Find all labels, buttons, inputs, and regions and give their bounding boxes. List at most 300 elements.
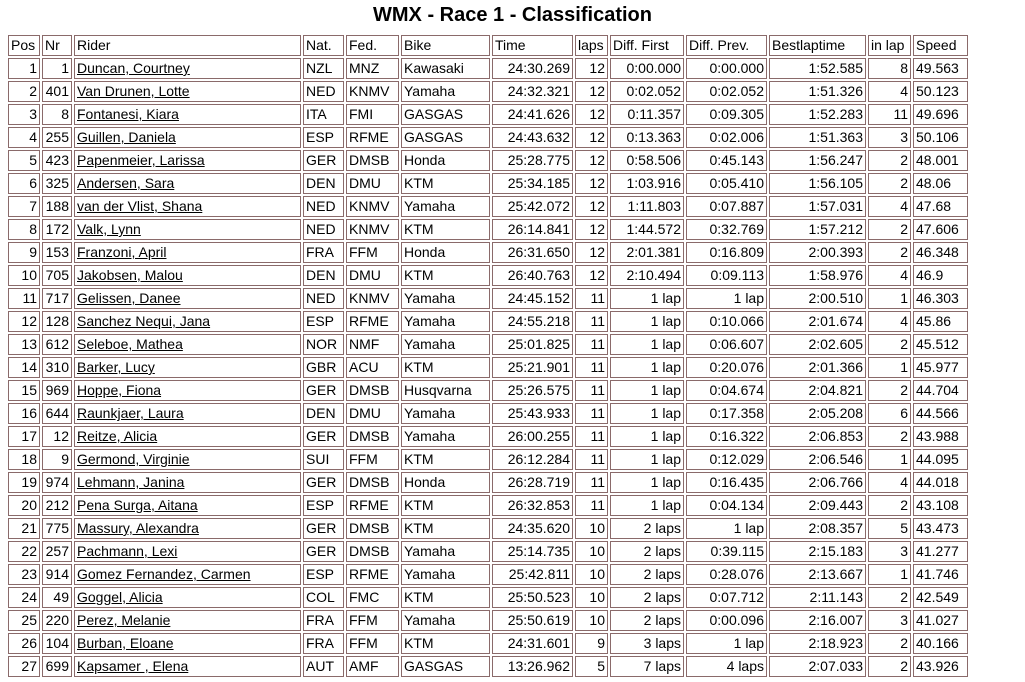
table-row bbox=[8, 265, 968, 286]
cell-time: 25:26.575 bbox=[492, 380, 573, 401]
rider-link[interactable]: Fontanesi, Kiara bbox=[77, 106, 179, 122]
cell-laps: 10 bbox=[575, 564, 608, 585]
col-header-rider: Rider bbox=[74, 35, 301, 56]
cell-laps: 10 bbox=[575, 518, 608, 539]
cell-rider bbox=[74, 357, 301, 378]
cell-nr: 325 bbox=[42, 173, 72, 194]
cell-nat: DEN bbox=[303, 265, 344, 286]
cell-diff-first: 1:11.803 bbox=[610, 196, 684, 217]
cell-nat: SUI bbox=[303, 449, 344, 470]
cell-diff-first: 2 laps bbox=[610, 610, 684, 631]
cell-speed: 50.123 bbox=[913, 81, 968, 102]
cell-pos: 15 bbox=[8, 380, 40, 401]
cell-nr: 423 bbox=[42, 150, 72, 171]
cell-nr: 612 bbox=[42, 334, 72, 355]
cell-speed: 46.303 bbox=[913, 288, 968, 309]
cell-time: 26:31.650 bbox=[492, 242, 573, 263]
table-row bbox=[8, 587, 968, 608]
cell-diff-first: 2 laps bbox=[610, 564, 684, 585]
cell-speed: 44.018 bbox=[913, 472, 968, 493]
cell-laps: 11 bbox=[575, 449, 608, 470]
cell-diff-prev: 0:16.809 bbox=[686, 242, 767, 263]
cell-bike: KTM bbox=[401, 518, 490, 539]
classification-table bbox=[6, 33, 970, 679]
cell-laps: 12 bbox=[575, 150, 608, 171]
cell-fed: RFME bbox=[346, 127, 399, 148]
table-row bbox=[8, 357, 968, 378]
cell-speed: 43.926 bbox=[913, 656, 968, 677]
rider-link[interactable]: Seleboe, Mathea bbox=[77, 336, 183, 352]
cell-nat: GER bbox=[303, 541, 344, 562]
cell-speed: 44.566 bbox=[913, 403, 968, 424]
cell-in-lap: 5 bbox=[868, 518, 911, 539]
rider-link[interactable]: Barker, Lucy bbox=[77, 359, 155, 375]
cell-diff-prev: 0:04.134 bbox=[686, 495, 767, 516]
cell-bike: KTM bbox=[401, 173, 490, 194]
cell-fed: FFM bbox=[346, 610, 399, 631]
cell-diff-first: 3 laps bbox=[610, 633, 684, 654]
cell-nr: 644 bbox=[42, 403, 72, 424]
cell-nr: 775 bbox=[42, 518, 72, 539]
rider-link[interactable]: Raunkjaer, Laura bbox=[77, 405, 184, 421]
cell-diff-first: 1:44.572 bbox=[610, 219, 684, 240]
cell-speed: 45.86 bbox=[913, 311, 968, 332]
cell-diff-prev: 0:16.322 bbox=[686, 426, 767, 447]
cell-bike: Husqvarna bbox=[401, 380, 490, 401]
cell-rider bbox=[74, 104, 301, 125]
cell-speed: 41.027 bbox=[913, 610, 968, 631]
cell-bike: Yamaha bbox=[401, 334, 490, 355]
cell-pos: 26 bbox=[8, 633, 40, 654]
cell-rider bbox=[74, 219, 301, 240]
cell-in-lap: 4 bbox=[868, 265, 911, 286]
rider-link[interactable]: Germond, Virginie bbox=[77, 451, 190, 467]
cell-diff-first: 7 laps bbox=[610, 656, 684, 677]
cell-fed: MNZ bbox=[346, 58, 399, 79]
cell-rider bbox=[74, 495, 301, 516]
table-row bbox=[8, 334, 968, 355]
cell-diff-prev: 0:07.887 bbox=[686, 196, 767, 217]
cell-nr: 705 bbox=[42, 265, 72, 286]
cell-pos: 19 bbox=[8, 472, 40, 493]
cell-pos: 21 bbox=[8, 518, 40, 539]
cell-nr: 914 bbox=[42, 564, 72, 585]
cell-diff-first: 0:13.363 bbox=[610, 127, 684, 148]
cell-rider bbox=[74, 587, 301, 608]
cell-laps: 9 bbox=[575, 633, 608, 654]
cell-in-lap: 2 bbox=[868, 173, 911, 194]
cell-bestlaptime: 2:00.393 bbox=[769, 242, 866, 263]
cell-diff-prev: 0:06.607 bbox=[686, 334, 767, 355]
cell-pos: 13 bbox=[8, 334, 40, 355]
table-row bbox=[8, 173, 968, 194]
cell-nat: ESP bbox=[303, 311, 344, 332]
cell-diff-first: 0:02.052 bbox=[610, 81, 684, 102]
cell-in-lap: 2 bbox=[868, 495, 911, 516]
cell-pos: 3 bbox=[8, 104, 40, 125]
cell-nr: 12 bbox=[42, 426, 72, 447]
cell-pos: 22 bbox=[8, 541, 40, 562]
cell-bestlaptime: 2:02.605 bbox=[769, 334, 866, 355]
rider-link[interactable]: Pachmann, Lexi bbox=[77, 543, 178, 559]
cell-bike: KTM bbox=[401, 449, 490, 470]
cell-bestlaptime: 2:01.366 bbox=[769, 357, 866, 378]
cell-diff-first: 1 lap bbox=[610, 403, 684, 424]
cell-fed: DMU bbox=[346, 173, 399, 194]
cell-nr: 310 bbox=[42, 357, 72, 378]
cell-bestlaptime: 1:58.976 bbox=[769, 265, 866, 286]
cell-diff-first: 2:10.494 bbox=[610, 265, 684, 286]
cell-bike: Yamaha bbox=[401, 426, 490, 447]
cell-bestlaptime: 1:51.326 bbox=[769, 81, 866, 102]
rider-link[interactable]: Van Drunen, Lotte bbox=[77, 83, 190, 99]
cell-bestlaptime: 2:18.923 bbox=[769, 633, 866, 654]
cell-nat: NZL bbox=[303, 58, 344, 79]
rider-link[interactable]: Gelissen, Danee bbox=[77, 290, 181, 306]
rider-link[interactable]: Jakobsen, Malou bbox=[77, 267, 183, 283]
cell-bestlaptime: 2:11.143 bbox=[769, 587, 866, 608]
cell-speed: 49.696 bbox=[913, 104, 968, 125]
cell-diff-first: 1 lap bbox=[610, 449, 684, 470]
rider-link[interactable]: Pena Surga, Aitana bbox=[77, 497, 198, 513]
cell-bike: Yamaha bbox=[401, 196, 490, 217]
cell-nr: 104 bbox=[42, 633, 72, 654]
cell-pos: 23 bbox=[8, 564, 40, 585]
cell-diff-prev: 0:09.113 bbox=[686, 265, 767, 286]
cell-diff-prev: 0:05.410 bbox=[686, 173, 767, 194]
cell-in-lap: 4 bbox=[868, 196, 911, 217]
cell-bike: Yamaha bbox=[401, 564, 490, 585]
cell-bike: Honda bbox=[401, 150, 490, 171]
table-row bbox=[8, 104, 968, 125]
cell-in-lap: 1 bbox=[868, 564, 911, 585]
cell-diff-prev: 0:16.435 bbox=[686, 472, 767, 493]
cell-fed: DMU bbox=[346, 265, 399, 286]
cell-nr: 255 bbox=[42, 127, 72, 148]
cell-diff-first: 1 lap bbox=[610, 288, 684, 309]
col-header-pos: Pos bbox=[8, 35, 40, 56]
cell-nr: 220 bbox=[42, 610, 72, 631]
cell-bestlaptime: 2:06.546 bbox=[769, 449, 866, 470]
cell-laps: 11 bbox=[575, 380, 608, 401]
cell-diff-first: 1 lap bbox=[610, 380, 684, 401]
cell-speed: 40.166 bbox=[913, 633, 968, 654]
rider-link[interactable]: Guillen, Daniela bbox=[77, 129, 176, 145]
cell-diff-prev: 0:28.076 bbox=[686, 564, 767, 585]
cell-fed: RFME bbox=[346, 495, 399, 516]
cell-bike: Kawasaki bbox=[401, 58, 490, 79]
cell-laps: 11 bbox=[575, 311, 608, 332]
cell-in-lap: 8 bbox=[868, 58, 911, 79]
cell-diff-first: 1:03.916 bbox=[610, 173, 684, 194]
cell-bestlaptime: 1:56.105 bbox=[769, 173, 866, 194]
cell-bestlaptime: 2:16.007 bbox=[769, 610, 866, 631]
cell-diff-prev: 0:00.096 bbox=[686, 610, 767, 631]
table-row bbox=[8, 81, 968, 102]
cell-nat: DEN bbox=[303, 403, 344, 424]
cell-fed: DMSB bbox=[346, 518, 399, 539]
cell-pos: 8 bbox=[8, 219, 40, 240]
cell-nr: 128 bbox=[42, 311, 72, 332]
cell-pos: 14 bbox=[8, 357, 40, 378]
cell-pos: 7 bbox=[8, 196, 40, 217]
cell-time: 25:42.811 bbox=[492, 564, 573, 585]
cell-laps: 11 bbox=[575, 403, 608, 424]
cell-fed: KNMV bbox=[346, 219, 399, 240]
cell-diff-prev: 1 lap bbox=[686, 633, 767, 654]
cell-time: 26:28.719 bbox=[492, 472, 573, 493]
cell-diff-prev: 0:20.076 bbox=[686, 357, 767, 378]
cell-time: 24:45.152 bbox=[492, 288, 573, 309]
cell-nat: GER bbox=[303, 380, 344, 401]
table-row bbox=[8, 656, 968, 677]
cell-bike: Yamaha bbox=[401, 288, 490, 309]
cell-pos: 10 bbox=[8, 265, 40, 286]
cell-diff-prev: 0:10.066 bbox=[686, 311, 767, 332]
cell-fed: AMF bbox=[346, 656, 399, 677]
cell-in-lap: 3 bbox=[868, 127, 911, 148]
cell-speed: 46.348 bbox=[913, 242, 968, 263]
cell-bestlaptime: 1:52.585 bbox=[769, 58, 866, 79]
cell-speed: 45.977 bbox=[913, 357, 968, 378]
cell-rider bbox=[74, 58, 301, 79]
cell-laps: 12 bbox=[575, 219, 608, 240]
rider-link[interactable]: Hoppe, Fiona bbox=[77, 382, 162, 398]
cell-diff-prev: 0:45.143 bbox=[686, 150, 767, 171]
rider-link[interactable]: Burban, Eloane bbox=[77, 635, 174, 651]
cell-speed: 43.988 bbox=[913, 426, 968, 447]
cell-laps: 11 bbox=[575, 426, 608, 447]
cell-bestlaptime: 1:57.212 bbox=[769, 219, 866, 240]
cell-time: 25:43.933 bbox=[492, 403, 573, 424]
rider-link[interactable]: Gomez Fernandez, Carmen bbox=[77, 566, 251, 582]
cell-bike: Yamaha bbox=[401, 541, 490, 562]
cell-pos: 2 bbox=[8, 81, 40, 102]
cell-diff-first: 1 lap bbox=[610, 357, 684, 378]
cell-nat: AUT bbox=[303, 656, 344, 677]
cell-in-lap: 2 bbox=[868, 633, 911, 654]
table-row bbox=[8, 495, 968, 516]
cell-pos: 16 bbox=[8, 403, 40, 424]
col-header-fed: Fed. bbox=[346, 35, 399, 56]
cell-nat: ESP bbox=[303, 127, 344, 148]
rider-link[interactable]: Kapsamer , Elena bbox=[77, 658, 189, 674]
cell-time: 25:34.185 bbox=[492, 173, 573, 194]
cell-diff-first: 0:58.506 bbox=[610, 150, 684, 171]
cell-nr: 1 bbox=[42, 58, 72, 79]
rider-link[interactable]: Goggel, Alicia bbox=[77, 589, 163, 605]
cell-in-lap: 2 bbox=[868, 242, 911, 263]
cell-nr: 188 bbox=[42, 196, 72, 217]
cell-speed: 43.108 bbox=[913, 495, 968, 516]
cell-nr: 401 bbox=[42, 81, 72, 102]
rider-link[interactable]: Duncan, Courtney bbox=[77, 60, 190, 76]
cell-nat: NOR bbox=[303, 334, 344, 355]
cell-speed: 41.746 bbox=[913, 564, 968, 585]
cell-rider bbox=[74, 472, 301, 493]
cell-diff-prev: 0:39.115 bbox=[686, 541, 767, 562]
cell-speed: 49.563 bbox=[913, 58, 968, 79]
cell-time: 26:12.284 bbox=[492, 449, 573, 470]
cell-speed: 41.277 bbox=[913, 541, 968, 562]
cell-nat: NED bbox=[303, 219, 344, 240]
table-row bbox=[8, 633, 968, 654]
rider-link[interactable]: Perez, Melanie bbox=[77, 612, 171, 628]
table-row bbox=[8, 219, 968, 240]
cell-rider bbox=[74, 265, 301, 286]
cell-fed: FMI bbox=[346, 104, 399, 125]
cell-pos: 11 bbox=[8, 288, 40, 309]
cell-time: 25:28.775 bbox=[492, 150, 573, 171]
rider-link[interactable]: Papenmeier, Larissa bbox=[77, 152, 205, 168]
col-header-bike: Bike bbox=[401, 35, 490, 56]
cell-fed: RFME bbox=[346, 311, 399, 332]
cell-rider bbox=[74, 518, 301, 539]
cell-time: 25:01.825 bbox=[492, 334, 573, 355]
rider-link[interactable]: Andersen, Sara bbox=[77, 175, 175, 191]
cell-time: 25:42.072 bbox=[492, 196, 573, 217]
page-title: WMX - Race 1 - Classification bbox=[373, 4, 652, 26]
cell-in-lap: 4 bbox=[868, 472, 911, 493]
table-row bbox=[8, 311, 968, 332]
cell-speed: 44.704 bbox=[913, 380, 968, 401]
cell-fed: DMSB bbox=[346, 426, 399, 447]
cell-time: 26:32.853 bbox=[492, 495, 573, 516]
cell-nr: 969 bbox=[42, 380, 72, 401]
cell-speed: 47.606 bbox=[913, 219, 968, 240]
cell-pos: 1 bbox=[8, 58, 40, 79]
cell-nat: GER bbox=[303, 150, 344, 171]
cell-fed: KNMV bbox=[346, 81, 399, 102]
cell-fed: RFME bbox=[346, 564, 399, 585]
cell-bestlaptime: 1:51.363 bbox=[769, 127, 866, 148]
col-header-time: Time bbox=[492, 35, 573, 56]
table-row bbox=[8, 242, 968, 263]
cell-diff-first: 1 lap bbox=[610, 311, 684, 332]
cell-diff-prev: 0:02.006 bbox=[686, 127, 767, 148]
cell-diff-prev: 1 lap bbox=[686, 288, 767, 309]
cell-bestlaptime: 2:00.510 bbox=[769, 288, 866, 309]
cell-pos: 18 bbox=[8, 449, 40, 470]
cell-nat: GER bbox=[303, 518, 344, 539]
cell-laps: 5 bbox=[575, 656, 608, 677]
cell-laps: 11 bbox=[575, 472, 608, 493]
results-body bbox=[8, 58, 968, 677]
cell-fed: KNMV bbox=[346, 196, 399, 217]
table-row bbox=[8, 58, 968, 79]
cell-diff-prev: 0:02.052 bbox=[686, 81, 767, 102]
cell-nr: 9 bbox=[42, 449, 72, 470]
cell-bike: Honda bbox=[401, 242, 490, 263]
cell-rider bbox=[74, 196, 301, 217]
cell-bike: GASGAS bbox=[401, 104, 490, 125]
rider-link[interactable]: Reitze, Alicia bbox=[77, 428, 158, 444]
cell-diff-prev: 4 laps bbox=[686, 656, 767, 677]
cell-rider bbox=[74, 564, 301, 585]
cell-bike: KTM bbox=[401, 495, 490, 516]
rider-link[interactable]: Franzoni, April bbox=[77, 244, 167, 260]
header-row bbox=[8, 35, 968, 56]
col-header-speed: Speed bbox=[913, 35, 968, 56]
cell-rider bbox=[74, 311, 301, 332]
table-row bbox=[8, 449, 968, 470]
cell-diff-first: 2:01.381 bbox=[610, 242, 684, 263]
cell-bike: GASGAS bbox=[401, 127, 490, 148]
cell-in-lap: 11 bbox=[868, 104, 911, 125]
cell-in-lap: 2 bbox=[868, 426, 911, 447]
cell-laps: 12 bbox=[575, 127, 608, 148]
cell-laps: 12 bbox=[575, 196, 608, 217]
cell-in-lap: 4 bbox=[868, 81, 911, 102]
cell-speed: 46.9 bbox=[913, 265, 968, 286]
rider-link[interactable]: Massury, Alexandra bbox=[77, 520, 199, 536]
cell-diff-first: 1 lap bbox=[610, 472, 684, 493]
cell-fed: ACU bbox=[346, 357, 399, 378]
cell-laps: 12 bbox=[575, 265, 608, 286]
cell-nat: FRA bbox=[303, 610, 344, 631]
rider-link[interactable]: van der Vlist, Shana bbox=[77, 198, 203, 214]
cell-bestlaptime: 2:04.821 bbox=[769, 380, 866, 401]
cell-diff-prev: 0:09.305 bbox=[686, 104, 767, 125]
cell-fed: FFM bbox=[346, 449, 399, 470]
cell-speed: 48.06 bbox=[913, 173, 968, 194]
rider-link[interactable]: Sanchez Nequi, Jana bbox=[77, 313, 211, 329]
cell-fed: DMSB bbox=[346, 150, 399, 171]
cell-pos: 17 bbox=[8, 426, 40, 447]
cell-pos: 20 bbox=[8, 495, 40, 516]
cell-in-lap: 1 bbox=[868, 449, 911, 470]
cell-bestlaptime: 1:56.247 bbox=[769, 150, 866, 171]
col-header-diff-prev: Diff. Prev. bbox=[686, 35, 767, 56]
col-header-nr: Nr bbox=[42, 35, 72, 56]
cell-pos: 9 bbox=[8, 242, 40, 263]
cell-nat: NED bbox=[303, 196, 344, 217]
cell-laps: 11 bbox=[575, 334, 608, 355]
cell-nat: COL bbox=[303, 587, 344, 608]
cell-laps: 10 bbox=[575, 587, 608, 608]
cell-bestlaptime: 2:05.208 bbox=[769, 403, 866, 424]
cell-in-lap: 2 bbox=[868, 656, 911, 677]
cell-rider bbox=[74, 173, 301, 194]
cell-nr: 49 bbox=[42, 587, 72, 608]
cell-nr: 974 bbox=[42, 472, 72, 493]
cell-in-lap: 4 bbox=[868, 311, 911, 332]
cell-laps: 12 bbox=[575, 81, 608, 102]
cell-diff-first: 2 laps bbox=[610, 587, 684, 608]
col-header-in-lap: in lap bbox=[868, 35, 911, 56]
cell-bestlaptime: 2:06.766 bbox=[769, 472, 866, 493]
cell-fed: FMC bbox=[346, 587, 399, 608]
cell-diff-prev: 0:32.769 bbox=[686, 219, 767, 240]
cell-pos: 6 bbox=[8, 173, 40, 194]
cell-speed: 50.106 bbox=[913, 127, 968, 148]
rider-link[interactable]: Lehmann, Janina bbox=[77, 474, 185, 490]
cell-in-lap: 6 bbox=[868, 403, 911, 424]
cell-nat: DEN bbox=[303, 173, 344, 194]
cell-rider bbox=[74, 334, 301, 355]
cell-fed: DMSB bbox=[346, 541, 399, 562]
cell-time: 25:21.901 bbox=[492, 357, 573, 378]
cell-speed: 45.512 bbox=[913, 334, 968, 355]
cell-pos: 24 bbox=[8, 587, 40, 608]
cell-in-lap: 1 bbox=[868, 288, 911, 309]
cell-laps: 10 bbox=[575, 541, 608, 562]
cell-pos: 5 bbox=[8, 150, 40, 171]
table-row bbox=[8, 288, 968, 309]
rider-link[interactable]: Valk, Lynn bbox=[77, 221, 141, 237]
cell-bestlaptime: 2:13.667 bbox=[769, 564, 866, 585]
cell-bike: Yamaha bbox=[401, 81, 490, 102]
